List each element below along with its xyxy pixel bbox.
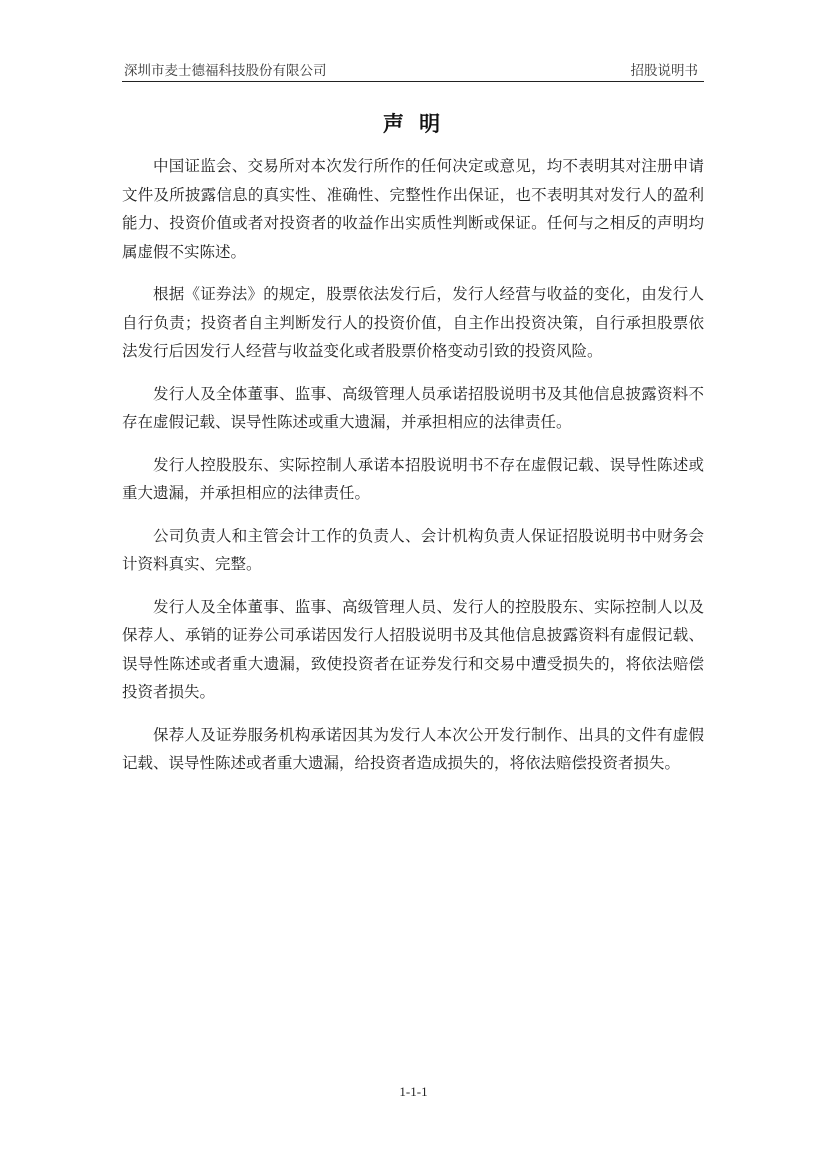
paragraph-5: 公司负责人和主管会计工作的负责人、会计机构负责人保证招股说明书中财务会计资料真实、完整。 bbox=[122, 526, 704, 573]
paragraph-2: 根据《证券法》的规定，股票依法发行后，发行人经营与收益的变化，由发行人自行负责；投资者自主判断发行人的投资价值，自主作出投资决策，自行承担股票依法发行后因发行人经营与收益变化或者股票价格变动引致的投资风险。 bbox=[122, 285, 704, 360]
paragraph-7: 保荐人及证券服务机构承诺因其为发行人本次公开发行制作、出具的文件有虚假记载、误导性陈述或者重大遗漏，给投资者造成损失的，将依法赔偿投资者损失。 bbox=[122, 725, 704, 772]
paragraph-4: 发行人控股股东、实际控制人承诺本招股说明书不存在虚假记载、误导性陈述或重大遗漏，并承担相应的法律责任。 bbox=[122, 455, 704, 502]
paragraph-6: 发行人及全体董事、监事、高级管理人员、发行人的控股股东、实际控制人以及保荐人、承销的证券公司承诺因发行人招股说明书及其他信息披露资料有虚假记载、误导性陈述或者重大遗漏，致使投资者在证券发行和交易中遭受损失的，将依法赔偿投资者损失。 bbox=[122, 597, 704, 701]
paragraph-1: 中国证监会、交易所对本次发行所作的任何决定或意见，均不表明其对注册申请文件及所披露信息的真实性、准确性、完整性作出保证，也不表明其对发行人的盈利能力、投资价值或者对投资者的收益作出实质性判断或保证。任何与之相反的声明均属虚假不实陈述。 bbox=[122, 157, 704, 261]
page-title: 声 明 bbox=[382, 112, 445, 136]
header-company-name: 深圳市麦士德福科技股份有限公司 bbox=[124, 63, 327, 79]
page-header bbox=[122, 57, 704, 82]
page-number: 1-1-1 bbox=[399, 1084, 428, 1099]
paragraph-3: 发行人及全体董事、监事、高级管理人员承诺招股说明书及其他信息披露资料不存在虚假记载、误导性陈述或重大遗漏，并承担相应的法律责任。 bbox=[122, 384, 704, 431]
header-document-type: 招股说明书 bbox=[630, 63, 698, 79]
statement-body bbox=[122, 152, 704, 792]
